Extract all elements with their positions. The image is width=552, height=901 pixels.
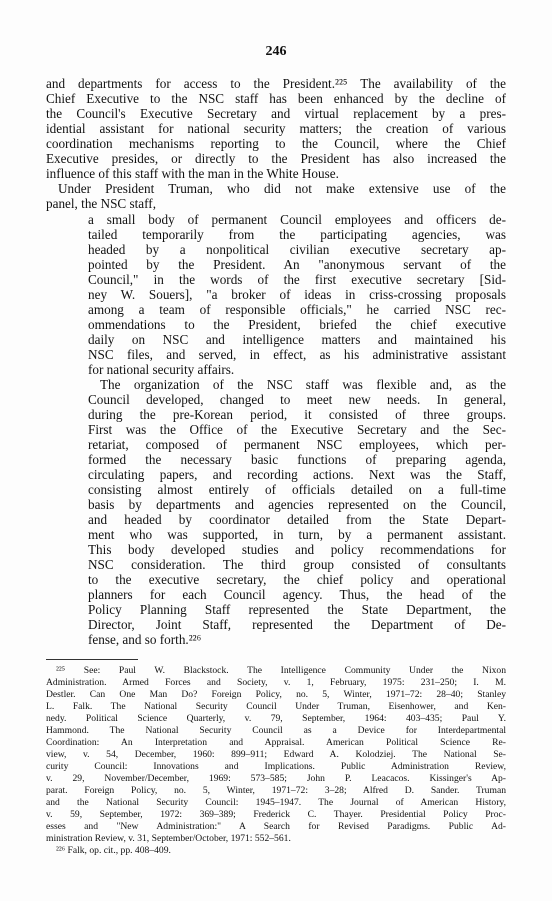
quote-line: ment who was supported, in turn, by a permanent assistant.: [88, 527, 506, 542]
footnote-line: view, v. 54, December, 1960: 899–911; Edward A. Kolodziej. The National Se-: [46, 749, 506, 760]
quote-line: daily on NSC and intelligence matters and maintained his: [88, 332, 506, 347]
quote-line: tailed temporarily from the participating agencies, was: [88, 227, 506, 242]
body-line: the Council's Executive Secretary and virtual replacement by a pres-: [46, 106, 506, 121]
body-line: coordination mechanisms reporting to the Council, where the Chief: [46, 136, 506, 151]
quote-line: ney W. Souers], "a broker of ideas in criss-crossing proposals: [88, 287, 506, 302]
quote-line: Director, Joint Staff, represented the Department of De-: [88, 617, 506, 632]
footnote-line: L. Falk. The National Security Council Under Truman, Eisenhower, and Ken-: [46, 701, 506, 712]
quote-line: consisting almost entirely of officials detailed on a full-time: [88, 482, 506, 497]
footnote-line: ²²⁵ See: Paul W. Blackstock. The Intelligence Community Under the Nixon: [56, 665, 506, 676]
quote-line: during the pre-Korean period, it consisted of three groups.: [88, 407, 506, 422]
body-line: Chief Executive to the NSC staff has been enhanced by the decline of: [46, 91, 506, 106]
quote-line: ommendations to the President, briefed the chief executive: [88, 317, 506, 332]
quote-line: a small body of permanent Council employees and officers de-: [88, 212, 506, 227]
footnote-line: Coordination: An Interpretation and Appraisal. American Political Science Re-: [46, 737, 506, 748]
body-line: and departments for access to the President.²²⁵ The availability of the: [46, 76, 506, 91]
quote-line: for national security affairs.: [88, 362, 235, 377]
quote-line: formed the necessary basic functions of preparing agenda,: [88, 452, 506, 467]
quote-line: NSC consideration. The third group consisted of consultants: [88, 557, 506, 572]
quote-line: Council developed, changed to meet new needs. In general,: [88, 392, 506, 407]
footnote-line: Administration. Armed Forces and Society, v. 1, February, 1975: 231–250; I. M.: [46, 677, 506, 688]
quote-line: NSC files, and served, in effect, as his administrative assistant: [88, 347, 506, 362]
page-number: 246: [265, 44, 287, 59]
footnote-line: curity Council: Innovations and Implications. Public Administration Review,: [46, 761, 506, 772]
quote-line: retariat, composed of permanent NSC employees, which per-: [88, 437, 506, 452]
body-line: Under President Truman, who did not make extensive use of the: [58, 181, 506, 196]
footnote-line: esses and "New Administration:" A Search for Revised Paradigms. Public Ad-: [46, 821, 506, 832]
footnote-line: ²²⁶ Falk, op. cit., pp. 408–409.: [56, 845, 171, 856]
quote-line: circulating papers, and recording actions. Next was the Staff,: [88, 467, 506, 482]
quote-line: to the executive secretary, the chief policy and operational: [88, 572, 506, 587]
footnote-line: nedy. Political Science Quarterly, v. 79, September, 1964: 403–435; Paul Y.: [46, 713, 506, 724]
quote-line: The organization of the NSC staff was flexible and, as the: [100, 377, 506, 392]
footnote-line: Hammond. The National Security Council as a Device for Interdepartmental: [46, 725, 506, 736]
quote-line: This body developed studies and policy recommendations for: [88, 542, 506, 557]
body-line: panel, the NSC staff,: [46, 196, 157, 211]
footnote-line: v. 59, September, 1972: 369–389; Frederick C. Thayer. Presidential Policy Proc-: [46, 809, 506, 820]
quote-line: Council," in the words of the first executive secretary [Sid-: [88, 272, 506, 287]
body-line: influence of this staff with the man in the White House.: [46, 166, 339, 181]
quote-line: Policy Planning Staff represented the State Department, the: [88, 602, 506, 617]
footnote-line: v. 29, November/December, 1969: 573–585; John P. Leacacos. Kissinger's Ap-: [46, 773, 506, 784]
quote-line: and headed by coordinator detailed from the State Depart-: [88, 512, 506, 527]
quote-line: fense, and so forth.²²⁶: [88, 632, 202, 647]
quote-line: planners for each Council agency. Thus, the head of the: [88, 587, 506, 602]
footnote-line: Destler. Can One Man Do? Foreign Policy, no. 5, Winter, 1971–72: 28–40; Stanley: [46, 689, 506, 700]
body-line: idential assistant for national security matters; the creation of various: [46, 121, 506, 136]
quote-line: First was the Office of the Executive Secretary and the Sec-: [88, 422, 506, 437]
body-line: Executive presides, or directly to the President has also increased the: [46, 151, 506, 166]
quote-line: among a team of responsible officials," he carried NSC rec-: [88, 302, 506, 317]
quote-line: pointed by the President. An "anonymous servant of the: [88, 257, 506, 272]
footnote-line: and the National Security Council: 1945–1947. The Journal of American History,: [46, 797, 506, 808]
footnote-line: parat. Foreign Policy, no. 5, Winter, 1971–72: 3–28; Alfred D. Sander. Truman: [46, 785, 506, 796]
footnote-rule: [46, 659, 138, 660]
quote-line: headed by a nonpolitical civilian executive secretary ap-: [88, 242, 506, 257]
quote-line: basis by departments and agencies represented on the Council,: [88, 497, 506, 512]
footnote-line: ministration Review, v. 31, September/October, 1971: 552–561.: [46, 833, 291, 844]
